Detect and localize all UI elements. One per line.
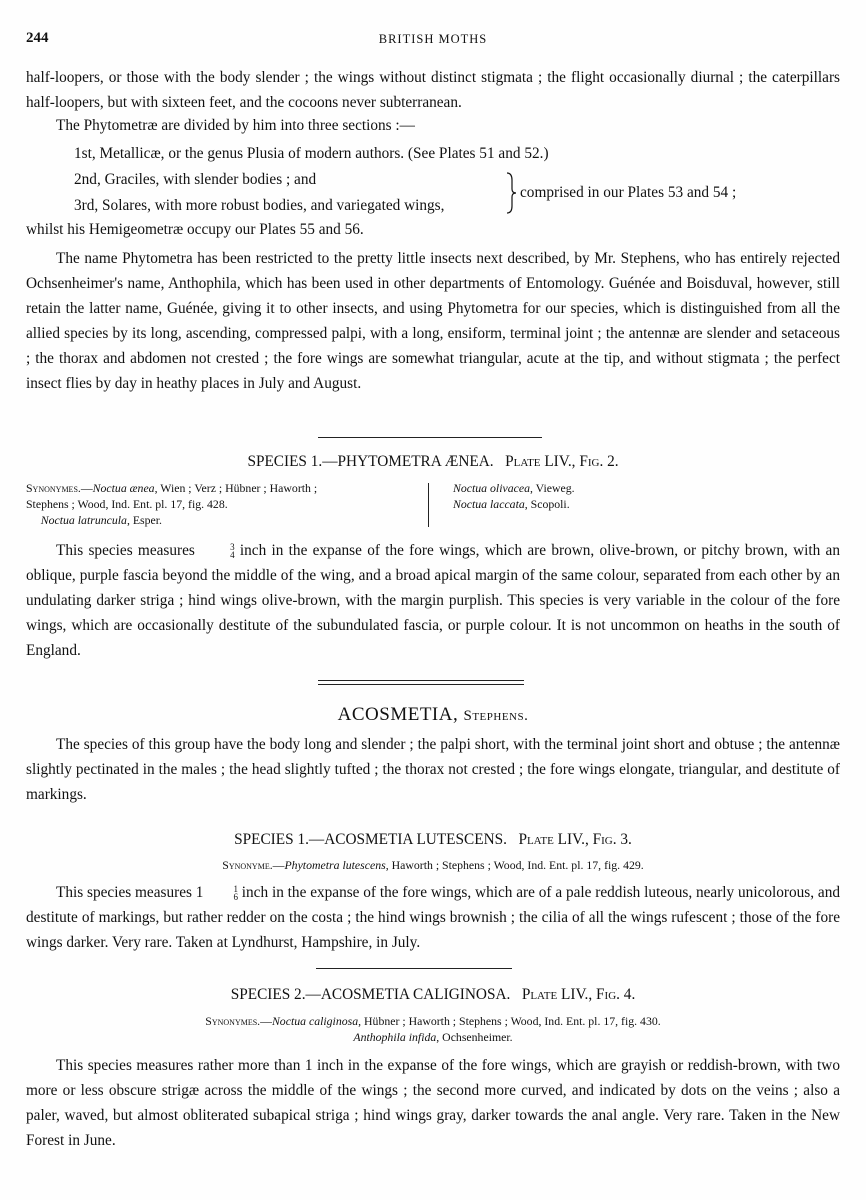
synonyms-label: Synonyme.— (222, 858, 285, 872)
synonym-authors: , Scopoli. (524, 497, 570, 511)
synonym-name: Noctua ænea (92, 481, 155, 495)
description-text: This species measures 1 (56, 884, 204, 901)
synonyms (0, 858, 866, 873)
synonym-line: Stephens ; Wood, Ind. Ent. pl. 17, fig. 428. (26, 497, 228, 511)
hemigeometrae-line: whilst his Hemigeometræ occupy our Plates 55 and 56. (26, 221, 364, 238)
synonym-authors: , Wien ; Verz ; Hübner ; Haworth ; (154, 481, 318, 495)
description-text: This species measures (56, 542, 195, 559)
synonym-name: Noctua latruncula (40, 513, 127, 527)
fraction (200, 543, 235, 559)
intro-paragraph: half-loopers, or those with the body slender ; the wings without distinct stigmata ; the flight occasionally diurnal ; the caterpillars half-loopers, but with sixteen feet, and the cocoons never subterranean. (26, 69, 840, 111)
synonym-name: Noctua olivacea (453, 481, 530, 495)
species-heading (0, 453, 866, 471)
description-text: inch in the expanse of the fore wings, which are brown, olive-brown, or pitchy brown, with an oblique, purple fascia beyond the middle of the wing, and a broad apical margin of the same colour, separated from each other by an undulating darker striga ; hind wings olive-brown, with the margin purplish. This species is very variable in the colour of the fore wings, which are occasionally destitute of the subundulated fascia, or purple colour. It is not uncommon on heaths in the south of England. (26, 542, 840, 659)
synonyms-right (453, 480, 575, 512)
fraction-denominator: 4 (230, 550, 235, 561)
brace (506, 172, 516, 214)
plate-ref: Plate LIV., Fig. 2. (505, 453, 619, 470)
page-header (26, 30, 840, 50)
species-title: SPECIES 2.—ACOSMETIA CALIGINOSA. (230, 986, 511, 1003)
synonym-authors: , Hübner ; Haworth ; Stephens ; Wood, Ind. Ent. pl. 17, fig. 430. (358, 1014, 661, 1028)
genus-description: The species of this group have the body long and slender ; the palpi short, with the terminal joint short and obtuse ; the antennæ slightly pectinated in the males ; the head slightly tufted ; the thorax not crested ; the fore wings elongate, triangular, and destitute of markings. (26, 736, 840, 803)
fraction-denominator: 6 (233, 892, 238, 903)
plate-ref: Plate LIV., Fig. 4. (521, 986, 636, 1003)
plate-ref: Plate LIV., Fig. 3. (518, 831, 632, 848)
phytometra-paragraph: The name Phytometra has been restricted to the pretty little insects next described, by Mr. Stephens, who has entirely rejected Ochsenheimer's name, Anthophila, which has been used in other departments of Entomology. Guénée and Boisduval, however, still retain the latter name, Guénée, giving it to other insects, and using Phytometra for our species, which is distinguished from all the allied species by its long, ascending, compressed palpi, with a long, ensiform, terminal joint ; the antennæ are slender and setaceous ; the thorax and abdomen not crested ; the fore wings are somewhat triangular, acute at the tip, and without stigmata ; the perfect insect flies by day in heathy places in July and August. (26, 250, 840, 392)
synonym-divider (428, 483, 429, 527)
species-description: This species measures rather more than 1 inch in the expanse of the fore wings, which are grayish or reddish-brown, with two more or less obscure strigæ across the middle of the wings ; the second more curved, and indicated by dots on the veins ; also a paler, waved, but almost obliterated subapical striga ; hind wings gray, darker towards the anal angle. Very rare. Taken in the New Forest in June. (26, 1057, 840, 1149)
double-rule-bottom (318, 684, 524, 685)
fraction (203, 885, 238, 901)
genus-author: Stephens. (463, 708, 529, 724)
double-rule-top (318, 680, 524, 681)
brace-note: comprised in our Plates 53 and 54 ; (520, 184, 737, 201)
synonym-name: Anthophila infida (353, 1030, 437, 1044)
page-number: 244 (26, 30, 49, 46)
species-title: SPECIES 1.—ACOSMETIA LUTESCENS. (234, 831, 507, 848)
species-title: SPECIES 1.—PHYTOMETRA ÆNEA. (247, 453, 494, 470)
synonym-authors: , Esper. (126, 513, 162, 527)
species-description (26, 538, 840, 663)
genus-heading (0, 704, 866, 726)
species-heading (0, 831, 866, 849)
synonyms-label: Synonymes.— (205, 1014, 272, 1028)
fraction-numerator: 3 (230, 542, 235, 553)
section-three: 3rd, Solares, with more robust bodies, and variegated wings, (74, 197, 445, 214)
fraction-numerator: 1 (233, 884, 238, 895)
synonyms-line-1 (0, 1014, 866, 1029)
synonyms-label: Synonymes.— (26, 481, 93, 495)
synonym-name: Phytometra lutescens (284, 858, 386, 872)
synonyms-line-2 (0, 1030, 866, 1045)
running-title: BRITISH MOTHS (378, 32, 488, 46)
synonym-authors: , Vieweg. (530, 481, 575, 495)
description-text: inch in the expanse of the fore wings, which are of a pale reddish luteous, nearly unicolorous, and destitute of markings, but rather redder on the costa ; the hind wings brownish ; the cilia of all the wings rufescent ; those of the fore wings darker. Very rare. Taken at Lyndhurst, Hampshire, in July. (26, 884, 841, 951)
section-rule (316, 968, 512, 969)
section-two: 2nd, Graciles, with slender bodies ; and (74, 171, 317, 188)
species-heading (0, 986, 866, 1004)
synonym-name: Noctua caliginosa (271, 1014, 359, 1028)
synonyms-left (26, 480, 317, 528)
synonym-name: Noctua laccata (453, 497, 525, 511)
section-rule (318, 437, 542, 438)
genus-name: ACOSMETIA, (337, 704, 459, 725)
synonym-authors: , Haworth ; Stephens ; Wood, Ind. Ent. pl. 17, fig. 429. (385, 858, 644, 872)
species-description (26, 880, 840, 955)
sections-intro: The Phytometræ are divided by him into three sections :— (56, 117, 415, 134)
section-one: 1st, Metallicæ, or the genus Plusia of modern authors. (See Plates 51 and 52.) (74, 145, 549, 162)
synonym-authors: , Ochsenheimer. (436, 1030, 513, 1044)
